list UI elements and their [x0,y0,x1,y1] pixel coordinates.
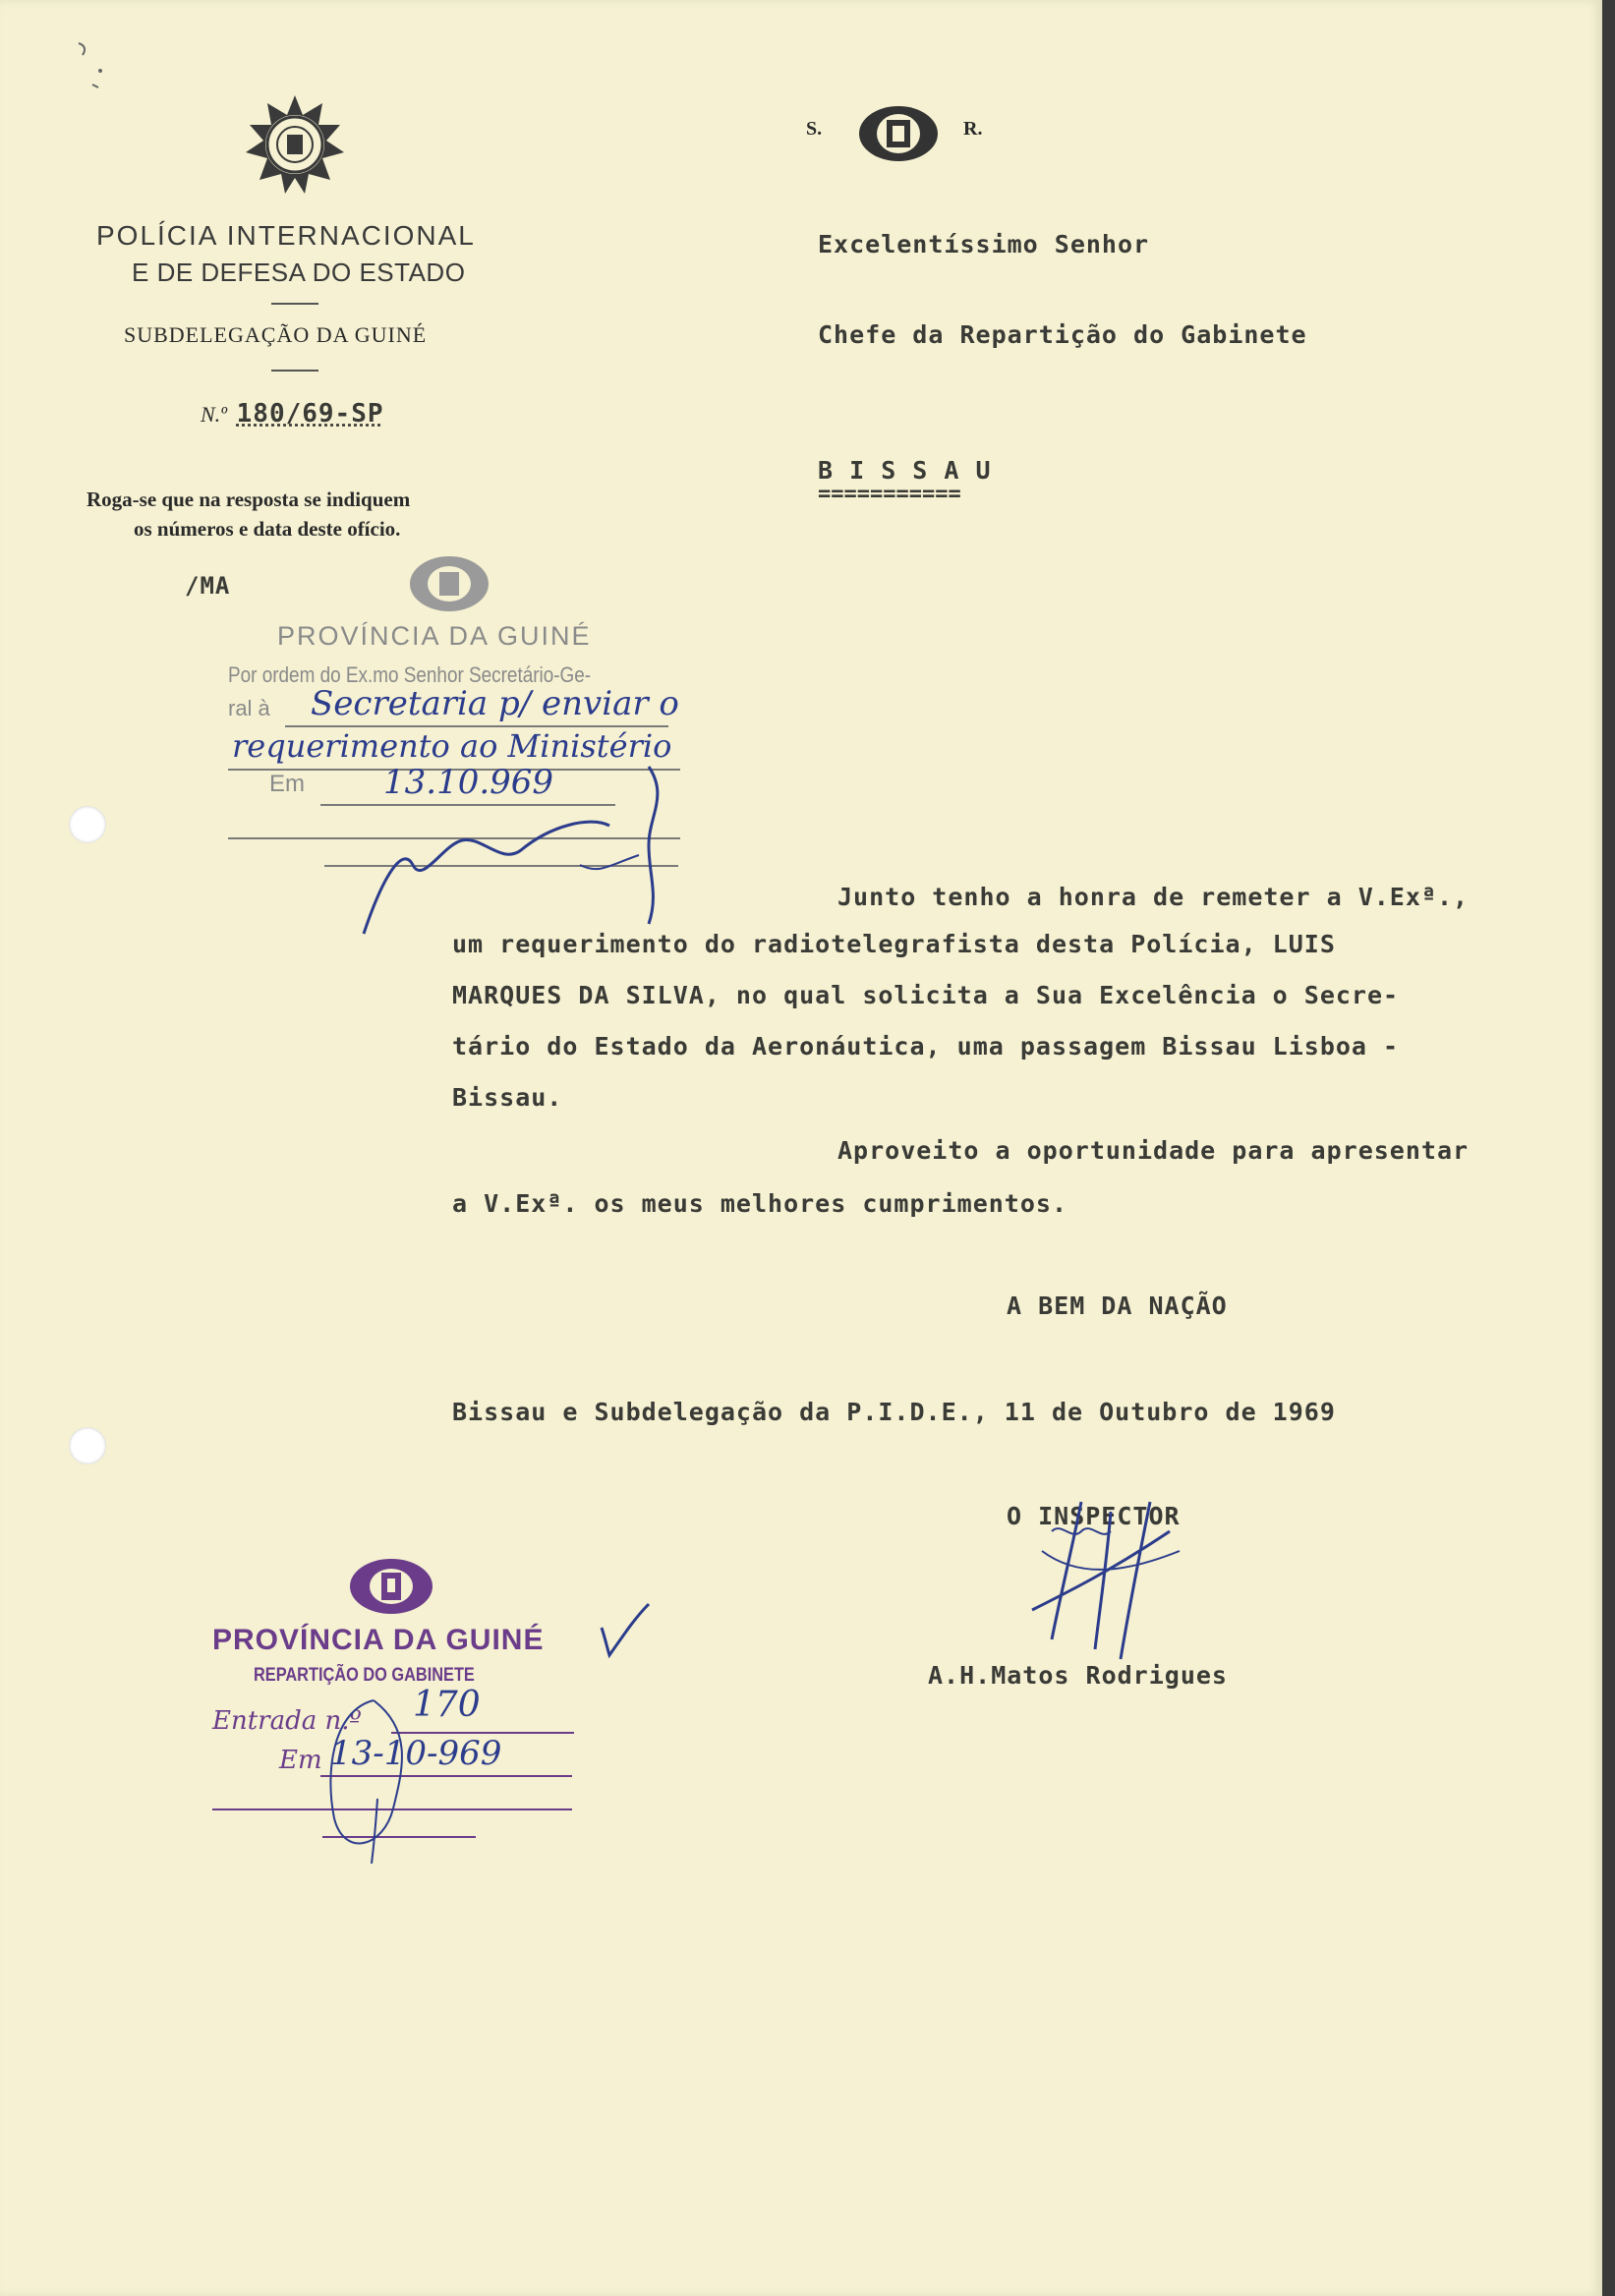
recipient-city: B I S S A U [818,456,992,485]
coat-of-arms-icon [851,98,946,167]
header-mark-right: R. [963,118,983,140]
stamp-ral-label: ral à [228,696,270,720]
suborg-name: SUBDELEGAÇÃO DA GUINÉ [124,322,428,347]
date-line: Bissau e Subdelegação da P.I.D.E., 11 de Outubro de 1969 [452,1398,1336,1426]
org-name-line1: POLÍCIA INTERNACIONAL [96,220,476,251]
ref-initials: /MA [185,572,231,600]
body-p1-line2: um requerimento do radiotelegrafista desta Polícia, LUIS [452,930,1336,958]
handwritten-entry-number: 170 [413,1685,481,1725]
corner-mark-icon [73,35,112,94]
city-underline: =========== [818,482,961,506]
body-p1-line4: tário do Estado da Aeronáutica, uma passagem Bissau Lisboa - [452,1032,1400,1061]
reference-number [201,399,384,429]
punch-hole-bottom [69,1427,106,1464]
header-mark-left: S. [806,118,823,140]
handwritten-instruction-1: Secretaria p/ enviar o [311,684,679,723]
handwritten-initials-icon [354,757,678,953]
handwritten-loop-icon [315,1691,433,1867]
divider [271,303,318,305]
body-p2-line2: a V.Exª. os meus melhores cumprimentos. [452,1189,1067,1218]
reply-note-line1: Roga-se que na resposta se indiquem [87,488,411,511]
number-prefix: N.º [201,402,227,427]
province-emblem-icon [405,548,493,617]
body-p2-line1: Aproveito a oportunidade para apresentar [837,1136,1470,1165]
stamp-em-label-purple: Em [279,1746,322,1775]
stamp-province: PROVÍNCIA DA GUINÉ [277,621,592,651]
signatory-name: A.H.Matos Rodrigues [928,1661,1228,1690]
handwritten-date-top: 13.10.969 [383,763,554,802]
check-mark-icon [594,1600,653,1659]
org-name-line2: E DE DEFESA DO ESTADO [132,258,466,287]
stamp-em-label: Em [269,771,305,797]
reply-note-line2: os números e data deste ofício. [134,517,401,541]
handwritten-signature-icon [1012,1492,1189,1669]
number-value: 180/69-SP [236,399,384,429]
stamp-entrada-label: Entrada n.º [212,1706,362,1736]
divider [271,370,318,372]
body-p1-line3: MARQUES DA SILVA, no qual solicita a Sua Excelência o Secre- [452,981,1400,1009]
handwritten-date-bottom: 13-10-969 [330,1734,502,1773]
province-emblem-purple-icon [344,1549,438,1620]
salutation: Excelentíssimo Senhor [818,230,1150,258]
signatory-title: O INSPECTOR [1007,1502,1181,1530]
punch-hole-top [69,806,106,843]
stamp-province-purple: PROVÍNCIA DA GUINÉ [212,1624,545,1656]
recipient-title: Chefe da Repartição do Gabinete [818,320,1307,349]
stamp-order-line: Por ordem do Ex.mo Senhor Secretário-Ge- [228,662,592,687]
body-p1-line5: Bissau. [452,1083,563,1112]
handwritten-instruction-2: requerimento ao Ministério [232,727,672,765]
police-seal-icon [244,93,346,196]
stamp-office: REPARTIÇÃO DO GABINETE [254,1665,475,1686]
closing-formula: A BEM DA NAÇÃO [1007,1292,1228,1320]
body-p1-line1: Junto tenho a honra de remeter a V.Exª., [837,883,1470,911]
